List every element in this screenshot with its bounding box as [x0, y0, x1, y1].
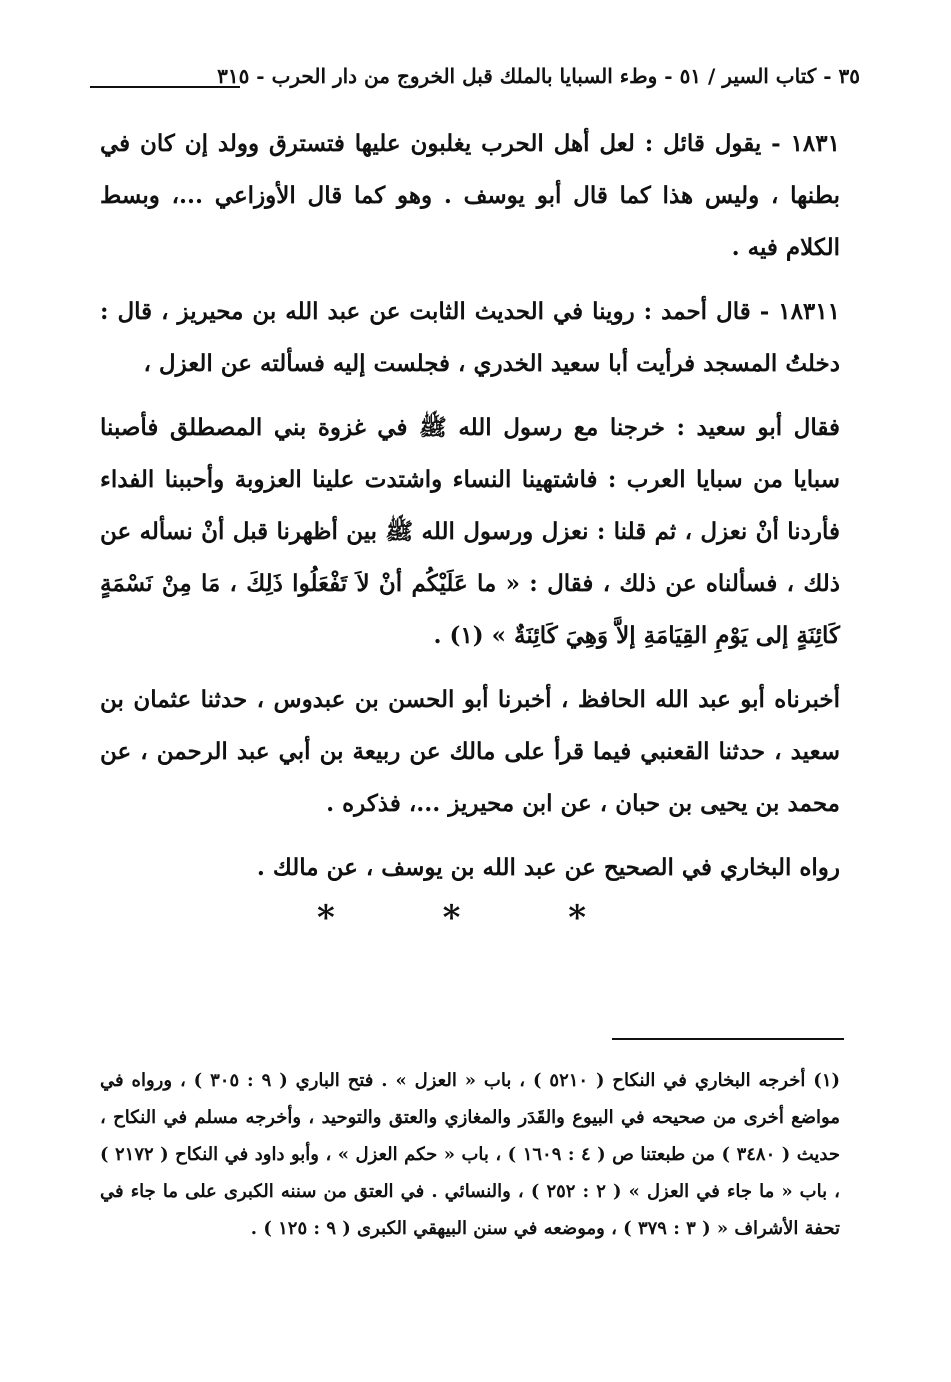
paragraph-18311: ١٨٣١١ - قال أحمد : روينا في الحديث الثابت عن عبد الله بن محيريز ، قال : دخلتُ المسجد فرأيت أبا سعيد الخدري ، فجلست إليه فسألته عن العزل ، — [100, 298, 840, 377]
header-rule — [90, 86, 240, 88]
paragraph-bukhari: رواه البخاري في الصحيح عن عبد الله بن يوسف ، عن مالك . — [256, 854, 840, 881]
footnote-rule — [612, 1038, 844, 1040]
main-text — [100, 118, 840, 906]
section-separator: * * * — [316, 898, 634, 938]
running-header — [90, 62, 860, 96]
paragraph-1831: ١٨٣١ - يقول قائل : لعل أهل الحرب يغلبون عليها فتسترق وولد إن كان في بطنها ، وليس هذا كما قال أبو يوسف . وهو كما قال الأوزاعي ...، وبسط الكلام فيه . — [100, 130, 840, 261]
paragraph-hadith: فقال أبو سعيد : خرجنا مع رسول الله ﷺ في غزوة بني المصطلق فأصبنا سبايا من سبايا العرب : فاشتهينا النساء واشتدت علينا العزوبة وأحببنا الفداء فأردنا أنْ نعزل ، ثم قلنا : نعزل ورسول الله ﷺ بين أظهرنا قبل أنْ نسأله عن ذلك ، فسألناه عن ذلك ، فقال : « ما عَلَيْكُم أنْ لاَ تَفْعَلُوا ذَلِكَ ، مَا مِنْ نَسْمَةٍ كَائِنَةٍ إلى يَوْمِ القِيَامَةِ إلاَّ وَهِيَ كَائِنَةٌ » (١) . — [100, 414, 840, 649]
footnote-1: (١) أخرجه البخاري في النكاح ( ٥٢١٠ ) ، باب « العزل » . فتح الباري ( ٩ : ٣٠٥ ) ، ورواه في مواضع أخرى من صحيحه في البيوع والقَدَر والمغازي والعتق والتوحيد ، وأخرجه مسلم في النكاح ، حديث ( ٣٤٨٠ ) من طبعتنا ص ( ٤ : ١٦٠٩ ) ، باب « حكم العزل » ، وأبو داود في النكاح ( ٢١٧٢ ) ، باب « ما جاء في العزل » ( ٢ : ٢٥٢ ) ، والنسائي . في العتق من سننه الكبرى على ما جاء في تحفة الأشراف « ( ٣ : ٣٧٩ ) ، وموضعه في سنن البيهقي الكبرى ( ٩ : ١٢٥ ) . — [100, 1070, 841, 1239]
footnotes — [100, 1062, 840, 1247]
header-text: ٣٥ - كتاب السير / ٥١ - وطء السبايا بالملك قبل الخروج من دار الحرب - ٣١٥ — [217, 64, 860, 88]
paragraph-isnad: أخبرناه أبو عبد الله الحافظ ، أخبرنا أبو الحسن بن عبدوس ، حدثنا عثمان بن سعيد ، حدثنا القعنبي فيما قرأ على مالك عن ربيعة بن أبي عبد الرحمن ، عن محمد بن يحيى بن حبان ، عن ابن محيريز ...، فذكره . — [100, 686, 840, 817]
